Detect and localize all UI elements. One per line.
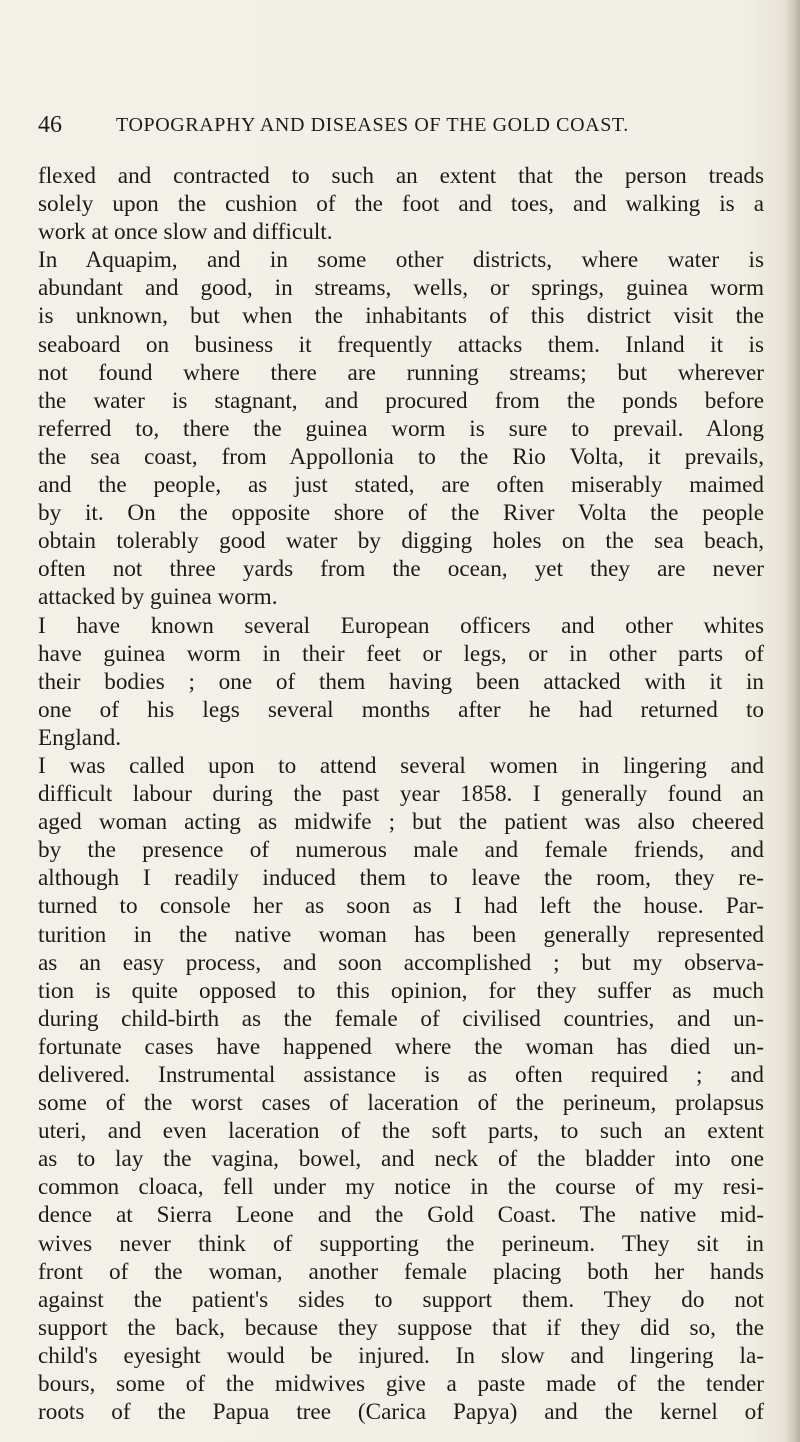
text-line: turned to console her as soon as I had left the house. Par- [38, 893, 764, 920]
text-line: as to lay the vagina, bowel, and neck of the bladder into one [38, 1146, 764, 1173]
text-line: referred to, there the guinea worm is sure to prevail. Along [38, 415, 764, 442]
text-line: In Aquapim, and in some other districts, where water is [38, 247, 764, 274]
text-line: often not three yards from the ocean, yet they are never [38, 556, 764, 583]
text-line: front of the woman, another female placing both her hands [38, 1258, 764, 1285]
text-line: some of the worst cases of laceration of the perineum, prolapsus [38, 1090, 764, 1117]
page-edge-shadow [786, 0, 800, 1442]
text-line: solely upon the cushion of the foot and toes, and walking is a [38, 191, 764, 218]
text-line: obtain tolerably good water by digging holes on the sea beach, [38, 528, 764, 555]
page-number: 46 [38, 112, 62, 138]
text-line: although I readily induced them to leave the room, they re- [38, 865, 764, 892]
text-line: the sea coast, from Appollonia to the Rio Volta, it prevails, [38, 443, 764, 470]
text-line: seaboard on business it frequently attacks them. Inland it is [38, 331, 764, 358]
text-line: bours, some of the midwives give a paste made of the tender [38, 1371, 764, 1398]
text-line: wives never think of supporting the perineum. They sit in [38, 1230, 764, 1257]
text-line: not found where there are running streams; but wherever [38, 359, 764, 386]
text-line: flexed and contracted to such an extent that the person treads [38, 163, 764, 189]
text-line: by the presence of numerous male and female friends, and [38, 837, 764, 864]
text-line: the water is stagnant, and procured from the ponds before [38, 387, 764, 414]
text-line: attacked by guinea worm. [38, 584, 278, 611]
text-line: is unknown, but when the inhabitants of this district visit the [38, 303, 764, 330]
text-line: against the patient's sides to support them. They do not [38, 1286, 764, 1313]
running-head: TOPOGRAPHY AND DISEASES OF THE GOLD COAST. [116, 114, 629, 136]
text-line: aged woman acting as midwife ; but the patient was also cheered [38, 809, 764, 836]
text-line: fortunate cases have happened where the woman has died un- [38, 1033, 764, 1060]
text-line: tion is quite opposed to this opinion, for they suffer as much [38, 977, 764, 1004]
text-line: dence at Sierra Leone and the Gold Coast. The native mid- [38, 1202, 764, 1229]
text-line: by it. On the opposite shore of the River Volta the people [38, 500, 764, 527]
text-line: have guinea worm in their feet or legs, or in other parts of [38, 640, 764, 667]
text-line: as an easy process, and soon accomplished ; but my observa- [38, 949, 764, 976]
text-line: work at once slow and difficult. [38, 219, 333, 246]
text-line: England. [38, 724, 122, 751]
body-text [38, 162, 764, 1426]
text-line: roots of the Papua tree (Carica Papya) and the kernel of [38, 1399, 764, 1426]
text-line: uteri, and even laceration of the soft parts, to such an extent [38, 1118, 764, 1145]
text-line: common cloaca, fell under my notice in the course of my resi- [38, 1174, 764, 1201]
text-line: I have known several European officers and other whites [38, 612, 764, 639]
text-line: support the back, because they suppose that if they did so, the [38, 1314, 764, 1341]
text-line: turition in the native woman has been generally represented [38, 921, 764, 948]
text-line: child's eyesight would be injured. In slow and lingering la- [38, 1342, 764, 1369]
text-line: their bodies ; one of them having been attacked with it in [38, 668, 764, 695]
page-header [38, 110, 758, 140]
text-line: delivered. Instrumental assistance is as often required ; and [38, 1062, 764, 1088]
text-line: one of his legs several months after he had returned to [38, 696, 764, 723]
text-line: and the people, as just stated, are often miserably maimed [38, 472, 764, 499]
text-line: difficult labour during the past year 1858. I generally found an [38, 781, 764, 808]
text-line: abundant and good, in streams, wells, or springs, guinea worm [38, 275, 764, 302]
text-line: I was called upon to attend several women in lingering and [38, 752, 764, 779]
text-line: during child-birth as the female of civilised countries, and un- [38, 1005, 764, 1032]
